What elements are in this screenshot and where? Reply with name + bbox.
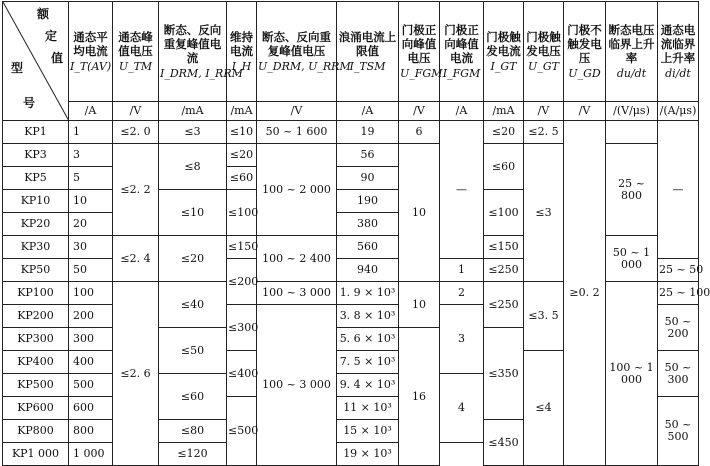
ih-cell: ≤150 xyxy=(227,236,257,259)
model-cell: KP1 xyxy=(3,121,69,144)
header-ifgm: 门极正向峰值电流 I_FGM xyxy=(440,2,484,102)
ugt-cell: ≤3. 5 xyxy=(524,282,564,351)
itav-cell: 50 xyxy=(69,259,113,282)
didt-cell: 25 ~ 50 xyxy=(658,259,699,282)
header-itav: 通态平均电流 I_T(AV) xyxy=(69,2,113,102)
ifgm-cell: 1 xyxy=(440,259,484,282)
model-cell: KP600 xyxy=(3,397,69,420)
itav-cell: 600 xyxy=(69,397,113,420)
dudt-cell xyxy=(606,121,658,144)
header-idrm: 断态、反向重复峰值电流 I_DRM, I_RRM xyxy=(159,2,227,102)
ih-cell: ≤400 xyxy=(227,351,257,397)
didt-cell: 50 ~ 500 xyxy=(658,397,699,466)
idrm-cell: ≤10 xyxy=(159,190,227,236)
ih-cell: ≤500 xyxy=(227,397,257,466)
igt-cell: ≤250 xyxy=(484,259,524,282)
unit-ih: /mA xyxy=(227,102,257,121)
model-cell: KP30 xyxy=(3,236,69,259)
unit-dudt: /(V/μs) xyxy=(606,102,658,121)
corner-char-5: 号 xyxy=(23,96,36,110)
udrm-cell: 50 ~ 1 600 xyxy=(257,121,337,144)
header-itsm: 浪涌电流上限值 I_TSM xyxy=(337,2,399,102)
model-cell: KP10 xyxy=(3,190,69,213)
ifgm-cell: 4 xyxy=(440,374,484,443)
model-cell: KP200 xyxy=(3,305,69,328)
didt-cell: 50 ~ 300 xyxy=(658,351,699,397)
header-igt: 门极触发电流 I_GT xyxy=(484,2,524,102)
itav-cell: 1 000 xyxy=(69,443,113,466)
itav-cell: 500 xyxy=(69,374,113,397)
itsm-cell: 19 xyxy=(337,121,399,144)
didt-cell: 50 ~ 200 xyxy=(658,305,699,351)
itsm-cell: 7. 5 × 10³ xyxy=(337,351,399,374)
header-ugt: 门极触发电压 U_GT xyxy=(524,2,564,102)
idrm-cell: ≤8 xyxy=(159,144,227,190)
udrm-cell: 100 ~ 3 000 xyxy=(257,305,337,466)
table-row xyxy=(3,121,699,144)
unit-igt: /mA xyxy=(484,102,524,121)
idrm-cell: ≤3 xyxy=(159,121,227,144)
itav-cell: 400 xyxy=(69,351,113,374)
header-ugd: 门极不触发电压 U_GD xyxy=(564,2,606,102)
model-cell: KP3 xyxy=(3,144,69,167)
unit-utm: /V xyxy=(113,102,159,121)
ufgm-cell: 16 xyxy=(399,328,440,466)
header-utm: 通态峰值电压 U_TM xyxy=(113,2,159,102)
dudt-cell: 100 ~ 1 000 xyxy=(606,282,658,466)
model-cell: KP100 xyxy=(3,282,69,305)
itav-cell: 10 xyxy=(69,190,113,213)
unit-ugd: /V xyxy=(564,102,606,121)
ih-cell: ≤20 xyxy=(227,144,257,167)
idrm-cell: ≤20 xyxy=(159,236,227,282)
model-cell: KP20 xyxy=(3,213,69,236)
igt-cell: ≤450 xyxy=(484,420,524,466)
itsm-cell: 190 xyxy=(337,190,399,213)
model-cell: KP500 xyxy=(3,374,69,397)
ugd-cell: ≥0. 2 xyxy=(564,121,606,466)
unit-udrm: /V xyxy=(257,102,337,121)
corner-char-2: 定 xyxy=(45,29,58,43)
ifgm-cell: — xyxy=(440,121,484,259)
ih-cell: ≤100 xyxy=(227,190,257,236)
model-cell: KP1 000 xyxy=(3,443,69,466)
unit-ufgm: /V xyxy=(399,102,440,121)
itav-cell: 20 xyxy=(69,213,113,236)
ufgm-cell: 6 xyxy=(399,121,440,144)
ifgm-cell: 3 xyxy=(440,305,484,374)
header-didt: 通态电流临界上升率 di/dt xyxy=(658,2,699,102)
itav-cell: 200 xyxy=(69,305,113,328)
corner-char-1: 额 xyxy=(37,7,50,21)
dudt-cell: 50 ~ 1 000 xyxy=(606,236,658,282)
itav-cell: 3 xyxy=(69,144,113,167)
unit-itsm: /A xyxy=(337,102,399,121)
thyristor-spec-table xyxy=(2,1,710,466)
igt-cell: ≤100 xyxy=(484,190,524,236)
ugt-cell: ≤2. 5 xyxy=(524,121,564,144)
itsm-cell: 9. 4 × 10³ xyxy=(337,374,399,397)
ih-cell: ≤300 xyxy=(227,305,257,351)
itsm-cell: 560 xyxy=(337,236,399,259)
itsm-cell: 380 xyxy=(337,213,399,236)
unit-didt: /(A/μs) xyxy=(658,102,699,121)
model-cell: KP300 xyxy=(3,328,69,351)
udrm-cell: 100 ~ 3 000 xyxy=(257,282,337,305)
header-ih: 维持电流 I_H xyxy=(227,2,257,102)
corner-char-4: 型 xyxy=(11,61,24,75)
ih-cell: ≤200 xyxy=(227,259,257,305)
igt-cell: ≤150 xyxy=(484,236,524,259)
ugt-cell: ≤3 xyxy=(524,144,564,282)
corner-char-3: 值 xyxy=(51,51,64,65)
itsm-cell: 1. 9 × 10³ xyxy=(337,282,399,305)
model-cell: KP5 xyxy=(3,167,69,190)
itsm-cell: 11 × 10³ xyxy=(337,397,399,420)
itsm-cell: 90 xyxy=(337,167,399,190)
model-cell: KP800 xyxy=(3,420,69,443)
ih-cell: ≤10 xyxy=(227,121,257,144)
itsm-cell: 19 × 10³ xyxy=(337,443,399,466)
itsm-cell: 5. 6 × 10³ xyxy=(337,328,399,351)
ufgm-cell: 10 xyxy=(399,282,440,328)
utm-cell: ≤2. 2 xyxy=(113,144,159,236)
idrm-cell: ≤50 xyxy=(159,328,227,374)
ufgm-cell: 10 xyxy=(399,144,440,282)
dudt-cell: 25 ~ 800 xyxy=(606,144,658,236)
corner-cell xyxy=(3,2,69,121)
itsm-cell: 940 xyxy=(337,259,399,282)
unit-ifgm: /A xyxy=(440,102,484,121)
model-cell: KP50 xyxy=(3,259,69,282)
unit-idrm: /mA xyxy=(159,102,227,121)
ugt-cell: ≤4 xyxy=(524,351,564,466)
idrm-cell: ≤60 xyxy=(159,374,227,420)
udrm-cell: 100 ~ 2 400 xyxy=(257,236,337,282)
model-cell: KP400 xyxy=(3,351,69,374)
idrm-cell: ≤120 xyxy=(159,443,227,466)
itsm-cell: 15 × 10³ xyxy=(337,420,399,443)
igt-cell: ≤60 xyxy=(484,144,524,190)
igt-cell: ≤20 xyxy=(484,121,524,144)
header-ufgm: 门极正向峰值电压 U_FGM xyxy=(399,2,440,102)
header-dudt: 断态电压临界上升率 du/dt xyxy=(606,2,658,102)
itav-cell: 100 xyxy=(69,282,113,305)
didt-cell: — xyxy=(658,121,699,259)
idrm-cell: ≤40 xyxy=(159,282,227,328)
idrm-cell: ≤80 xyxy=(159,420,227,443)
utm-cell: ≤2. 0 xyxy=(113,121,159,144)
header-udrm: 断态、反向重复峰值电压 U_DRM, U_RRM xyxy=(257,2,337,102)
utm-cell: ≤2. 4 xyxy=(113,236,159,282)
ifgm-cell: 2 xyxy=(440,282,484,305)
itsm-cell: 3. 8 × 10³ xyxy=(337,305,399,328)
itav-cell: 1 xyxy=(69,121,113,144)
didt-cell: 25 ~ 100 xyxy=(658,282,699,305)
itsm-cell: 56 xyxy=(337,144,399,167)
unit-ugt: /V xyxy=(524,102,564,121)
udrm-cell: 100 ~ 2 000 xyxy=(257,144,337,236)
igt-cell: ≤250 xyxy=(484,282,524,328)
unit-itav: /A xyxy=(69,102,113,121)
itav-cell: 800 xyxy=(69,420,113,443)
utm-cell: ≤2. 6 xyxy=(113,282,159,466)
itav-cell: 30 xyxy=(69,236,113,259)
ih-cell: ≤60 xyxy=(227,167,257,190)
igt-cell: ≤350 xyxy=(484,328,524,420)
itav-cell: 300 xyxy=(69,328,113,351)
itav-cell: 5 xyxy=(69,167,113,190)
